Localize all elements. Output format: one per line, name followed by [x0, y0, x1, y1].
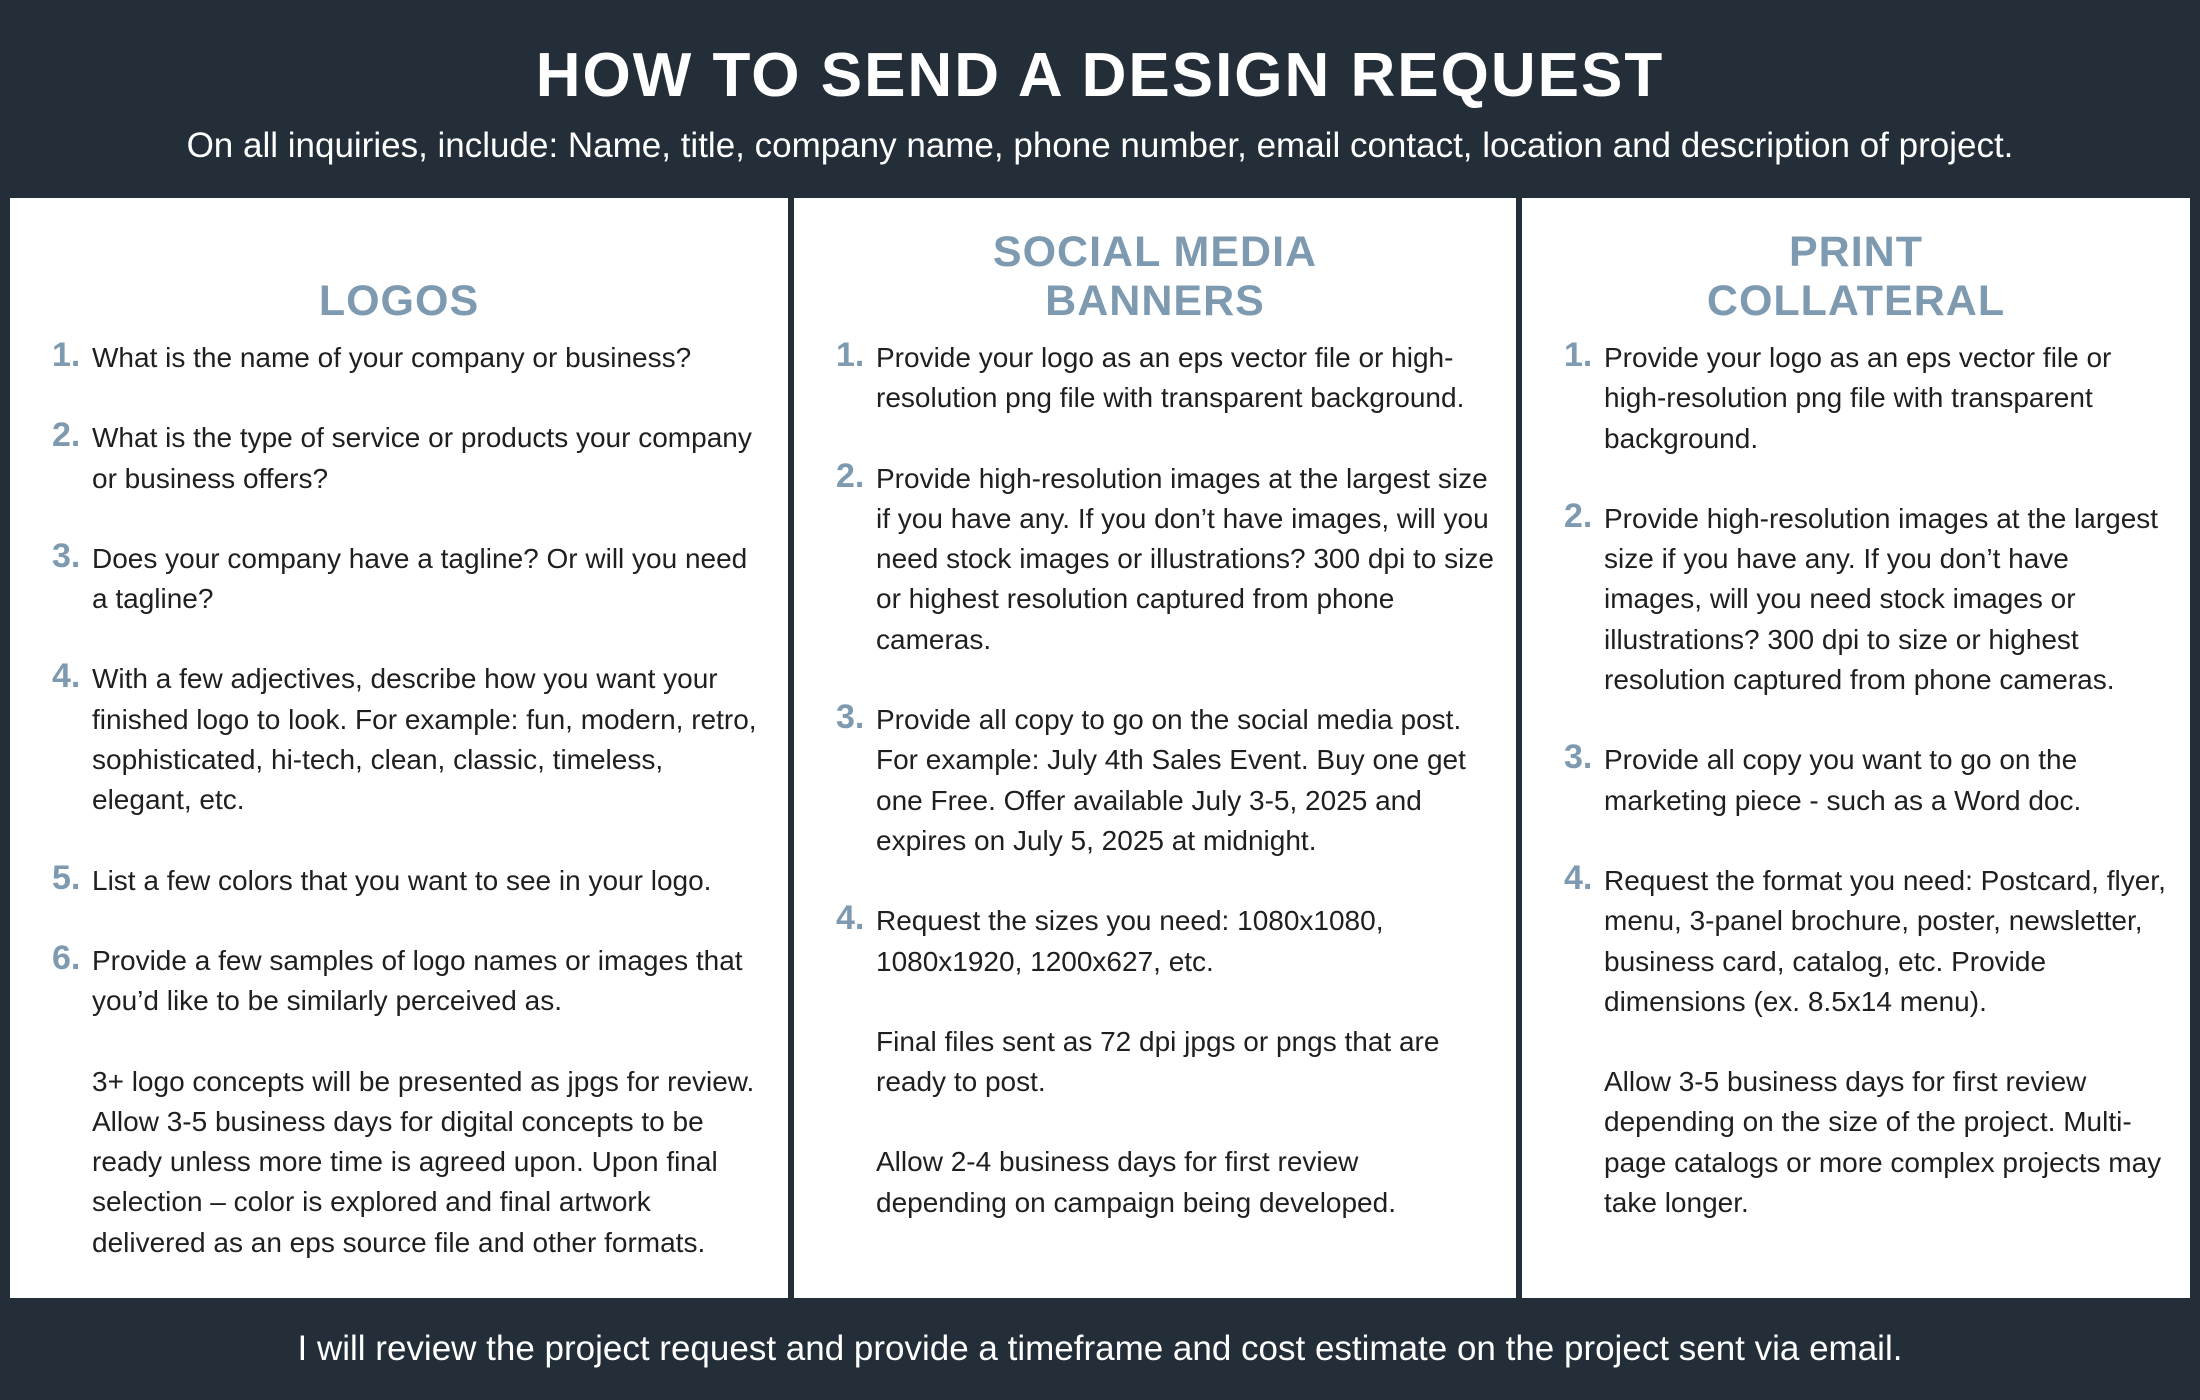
- list-item: [38, 418, 768, 499]
- item-text: What is the name of your company or business?: [92, 342, 692, 373]
- column-note: Allow 3-5 business days for first review depending on the size of the project. Multi-page catalogs or more complex projects may take longer.: [1604, 1066, 2162, 1219]
- item-text: Does your company have a tagline? Or will you need a tagline?: [92, 542, 748, 615]
- list-item: [822, 456, 1496, 660]
- column-note: Final files sent as 72 dpi jpgs or pngs that are ready to post.: [876, 1025, 1440, 1098]
- list-item: [822, 700, 1496, 861]
- item-number: 4.: [1564, 858, 1593, 897]
- item-text: List a few colors that you want to see in your logo.: [92, 864, 712, 896]
- request-list: [38, 338, 768, 1303]
- list-item: [822, 901, 1496, 982]
- column-title-line: SOCIAL MEDIA: [992, 228, 1318, 276]
- request-list: [822, 338, 1496, 1263]
- column-note: Allow 2-4 business days for first review depending on campaign being developed.: [876, 1146, 1396, 1218]
- column-title-line: LOGOS: [318, 277, 480, 325]
- column-title-line: BANNERS: [1045, 277, 1265, 325]
- column-title: [794, 226, 1516, 326]
- list-item: [38, 659, 768, 820]
- list-item: [38, 938, 768, 1022]
- page-title: HOW TO SEND A DESIGN REQUEST: [535, 41, 1665, 110]
- list-item: [1550, 858, 2170, 1022]
- item-number: 5.: [52, 858, 81, 897]
- list-item: [38, 858, 768, 901]
- column-social-media-banners: [794, 198, 1516, 1298]
- item-text: Provide your logo as an eps vector file or high-resolution png file with transparent background.: [876, 342, 1465, 414]
- column-print-collateral: [1522, 198, 2190, 1298]
- item-number: 1.: [52, 336, 81, 374]
- list-item: [1550, 496, 2170, 700]
- item-number: 2.: [1564, 496, 1593, 535]
- item-number: 4.: [836, 899, 865, 938]
- item-number: 6.: [52, 938, 81, 977]
- list-item: [1550, 338, 2170, 459]
- footer-note: I will review the project request and provide a timeframe and cost estimate on the project sent via email.: [297, 1329, 1903, 1368]
- column-note: 3+ logo concepts will be presented as jpgs for review. Allow 3-5 business days for digital concepts to be ready unless more time is agreed upon. Upon final selection – color is explored and final artwork delivered as an eps source file and other formats.: [92, 1065, 755, 1258]
- item-number: 1.: [836, 336, 865, 374]
- item-text: With a few adjectives, describe how you want your finished logo to look. For example: fun, modern, retro, sophisticated, hi-tech, clean, classic, timeless, elegant, etc.: [92, 663, 757, 816]
- columns: [10, 198, 2190, 1298]
- item-number: 3.: [52, 536, 81, 575]
- item-number: 4.: [52, 657, 81, 696]
- column-title-line: PRINT: [1789, 228, 1923, 276]
- item-number: 1.: [1564, 336, 1593, 374]
- item-text: Provide all copy to go on the social media post. For example: July 4th Sales Event. Buy one get one Free. Offer available July 3-5, 2025 and expires on July 5, 2025 at midnight.: [876, 704, 1466, 856]
- column-title-line: COLLATERAL: [1706, 277, 2006, 325]
- item-number: 3.: [836, 698, 865, 737]
- list-item: [38, 536, 768, 620]
- item-text: Provide high-resolution images at the largest size if you have any. If you don’t have images, will you need stock images or illustrations? 300 dpi to size or highest resolution captured from phone cameras.: [1604, 502, 2159, 696]
- item-text: What is the type of service or products your company or business offers?: [92, 422, 752, 494]
- item-text: Request the format you need: Postcard, flyer, menu, 3-panel brochure, poster, newsletter, business card, catalog, etc. Provide dimensions (ex. 8.5x14 menu).: [1604, 864, 2166, 1017]
- column-title: [1522, 226, 2190, 326]
- item-text: Request the sizes you need: 1080x1080, 1080x1920, 1200x627, etc.: [876, 905, 1384, 977]
- list-item: [38, 338, 768, 378]
- item-text: Provide your logo as an eps vector file or high-resolution png file with transparent background.: [1604, 342, 2112, 454]
- request-list: [1550, 338, 2170, 1263]
- list-item: [822, 338, 1496, 419]
- page-subtitle: On all inquiries, include: Name, title, company name, phone number, email contact, location and description of project.: [186, 126, 2014, 165]
- item-number: 2.: [836, 456, 865, 495]
- list-item: [1550, 740, 2170, 821]
- column-logos: [10, 198, 788, 1298]
- item-text: Provide all copy you want to go on the marketing piece - such as a Word doc.: [1604, 744, 2082, 816]
- column-title: [10, 226, 788, 326]
- item-number: 2.: [52, 416, 81, 455]
- item-text: Provide a few samples of logo names or images that you’d like to be similarly perceived as.: [92, 944, 743, 1017]
- item-number: 3.: [1564, 738, 1593, 777]
- header: [0, 0, 2200, 198]
- item-text: Provide high-resolution images at the largest size if you have any. If you don’t have images, will you need stock images or illustrations? 300 dpi to size or highest resolution captured from phone cameras.: [876, 462, 1494, 655]
